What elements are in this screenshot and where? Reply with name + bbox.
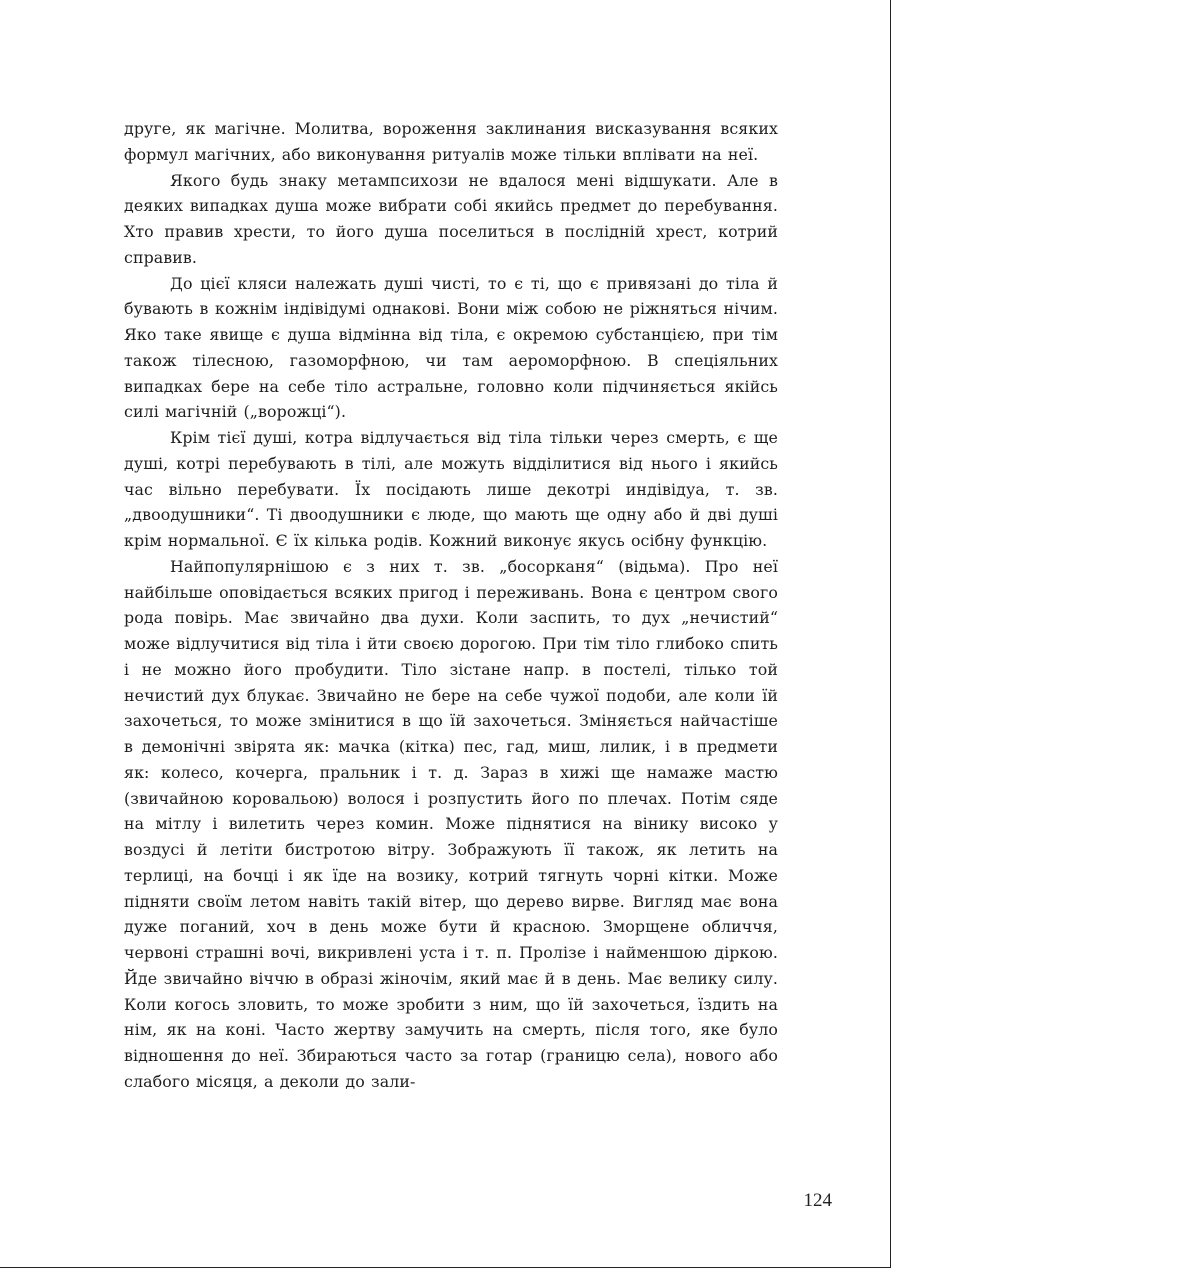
paragraph-3: До цієї кляси належать душі чисті, то є ті, що є привязані до тіла й бувають в кожнім індівідумі однакові. Вони між собою не ріжняться нічим. Яко таке явище є душа відмінна від тіла, є окремою субстанцією, при тім також тілесною, газоморфною, чи там аероморфною. В спеціяльних випадках бере на себе тіло астральне, головно коли підчиняється якійсь силі магічній („ворожці“). xyxy=(124,273,778,422)
paragraph-1: друге, як магічне. Молитва, вороження заклинания висказування всяких формул магічних, або виконування ритуалів може тільки вплівати на неї. xyxy=(124,119,778,164)
paragraph-5: Найпопулярнішою є з них т. зв. „босорканя“ (відьма). Про неї найбільше оповідається всяких пригод і переживань. Вона є центром свого рода повірь. Має звичайно два духи. Коли заспить, то дух „нечистий“ може відлучитися від тіла і йти своєю дорогою. При тім тіло глибоко спить і не можно його пробудити. Тіло зістане напр. в постелі, тілько той нечистий дух блукає. Звичайно не бере на себе чужої подоби, але коли їй захочеться, то може змінитися в що їй захочеться. Зміняється найчастіше в демонічні звірята як: мачка (кітка) пес, гад, миш, лилик, і в предмети як: колесо, кочерга, пральник і т. д. Зараз в хижі ще намаже мастю (звичайною коровальою) волося і розпустить його по плечах. Потім сяде на мітлу і вилетить через комин. Може піднятися на вінику високо у воздусі й летіти бистротою вітру. Зображують її також, як летить на терлиці, на бочці і як їде на возику, котрий тягнуть чорні кітки. Може підняти своїм летом навіть такій вітер, що дерево вирве. Вигляд має вона дуже поганий, хоч в день може бути й красною. Зморщене обличчя, червоні страшні вочі, викривлені уста і т. п. Пролізе і найменшою діркою. Йде звичайно віччю в образі жіночім, який має й в день. Має велику силу. Коли когось зловить, то може зробити з ним, що їй захочеться, їздить на нім, як на коні. Часто жертву замучить на смерть, після того, яке було відношення до неї. Збираються часто за готар (границю села), нового або слабого місяця, а деколи до зали- xyxy=(124,556,778,1091)
page-number: 124 xyxy=(803,1190,832,1211)
body-text xyxy=(124,116,778,1095)
paragraph-2: Якого будь знаку метампсихози не вдалося мені відшукати. Але в деяких випадках душа може вибрати собі якийсь предмет до перебування. Хто правив хрести, то його душа поселиться в послідній хрест, котрий справив. xyxy=(124,170,778,267)
paragraph-4: Крім тієї душі, котра відлучається від тіла тільки через смерть, є ще душі, котрі перебувають в тілі, але можуть відділитися від нього і якийсь час вільно перебувати. Їх посідають лише декотрі индівідуа, т. зв. „двоодушники“. Ті двоодушники є люде, що мають ще одну або й дві душі крім нормальної. Є їх кілька родів. Кожний виконує якусь осібну функцію. xyxy=(124,428,778,550)
